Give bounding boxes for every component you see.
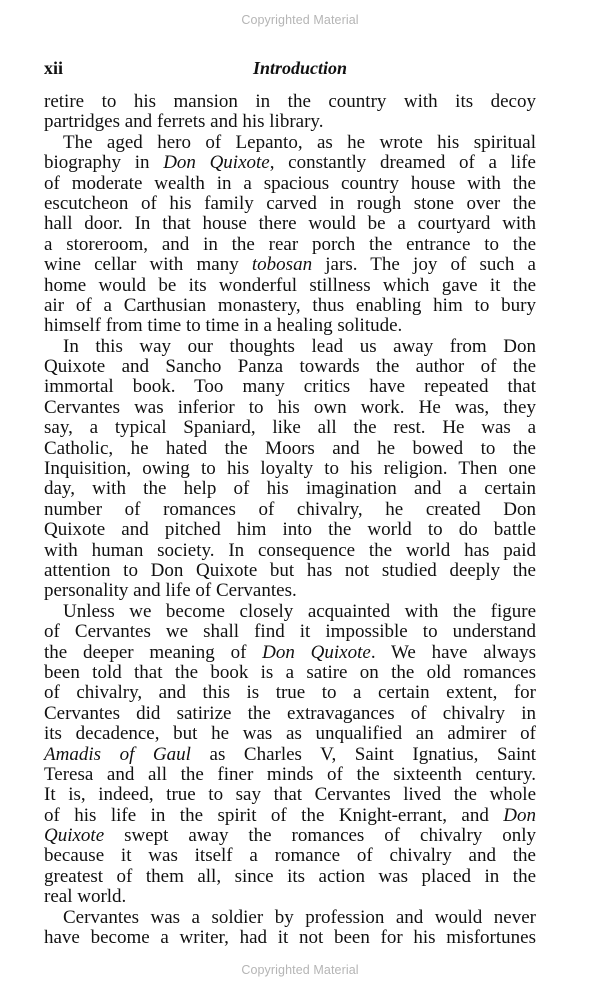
text-line bbox=[44, 133, 536, 153]
copyright-watermark-bottom: Copyrighted Material bbox=[241, 963, 359, 977]
text-segment: Quixote and pitched him into the world to do battle bbox=[44, 519, 536, 541]
text-segment: The aged hero of Lepanto, as he wrote his spiritual bbox=[63, 131, 536, 153]
text-line bbox=[44, 928, 536, 948]
text-segment: of Cervantes we shall find it impossible to understand bbox=[44, 621, 536, 643]
text-line bbox=[44, 398, 536, 418]
text-segment: with human society. In consequence the world has paid bbox=[44, 539, 536, 561]
text-segment: Cervantes was inferior to his own work. He was, they bbox=[44, 396, 536, 418]
running-head-title: Introduction bbox=[252, 58, 348, 78]
text-segment: real world. bbox=[44, 886, 127, 908]
text-segment: home would be its wonderful stillness which gave it the bbox=[44, 274, 536, 296]
text-line bbox=[44, 418, 536, 438]
text-segment: partridges and ferrets and his library. bbox=[44, 111, 324, 133]
italic-title: Quixote bbox=[44, 825, 105, 847]
text-segment: Cervantes was a soldier by profession and would never bbox=[63, 906, 536, 928]
text-segment: attention to Don Quixote but has not studied deeply the bbox=[44, 559, 536, 581]
text-segment: retire to his mansion in the country with its decoy bbox=[44, 91, 536, 112]
text-line bbox=[44, 479, 536, 499]
text-line bbox=[44, 846, 536, 866]
text-segment: . We have always bbox=[370, 641, 536, 663]
italic-title: Don Quixote bbox=[163, 152, 270, 174]
text-line bbox=[44, 724, 536, 744]
text-segment: personality and life of Cervantes. bbox=[44, 580, 297, 602]
italic-title: Don Quixote bbox=[262, 641, 371, 663]
text-line bbox=[44, 908, 536, 928]
text-segment: It is, indeed, true to say that Cervantes lived the whole bbox=[44, 784, 536, 806]
text-line bbox=[44, 643, 536, 663]
text-segment: greatest of them all, since its action was placed in the bbox=[44, 865, 536, 887]
text-segment: biography in bbox=[44, 152, 164, 174]
text-segment: Quixote and Sancho Panza towards the author of the bbox=[44, 356, 536, 378]
text-line bbox=[44, 520, 536, 540]
text-line bbox=[44, 622, 536, 642]
text-segment: air of a Carthusian monastery, thus enabling him to bury bbox=[44, 294, 536, 316]
text-segment: In this way our thoughts lead us away from Don bbox=[63, 335, 536, 357]
text-line bbox=[44, 214, 536, 234]
text-line bbox=[44, 887, 536, 907]
text-segment: day, with the help of his imagination and a certain bbox=[44, 478, 536, 500]
italic-title: Amadis of Gaul bbox=[44, 743, 191, 765]
text-segment: number of romances of chivalry, he created Don bbox=[44, 498, 536, 520]
text-line bbox=[44, 174, 536, 194]
text-line bbox=[44, 806, 536, 826]
text-line bbox=[44, 337, 536, 357]
text-segment: Unless we become closely acquainted with the figure bbox=[63, 600, 536, 622]
text-segment: jars. The joy of such a bbox=[312, 254, 536, 276]
text-segment: a storeroom, and in the rear porch the entrance to the bbox=[44, 233, 536, 255]
text-line bbox=[44, 316, 536, 336]
text-line bbox=[44, 867, 536, 887]
text-segment: , constantly dreamed of a life bbox=[269, 152, 536, 174]
text-line bbox=[44, 153, 536, 173]
text-line bbox=[44, 500, 536, 520]
text-line bbox=[44, 663, 536, 683]
text-segment: of chivalry, and this is true to a certain extent, for bbox=[44, 682, 536, 704]
text-line bbox=[44, 377, 536, 397]
text-line bbox=[44, 357, 536, 377]
text-line bbox=[44, 745, 536, 765]
text-segment: been told that the book is a satire on the old romances bbox=[44, 661, 536, 683]
text-segment: Inquisition, owing to his loyalty to his religion. Then one bbox=[44, 458, 536, 480]
text-segment: Teresa and all the finer minds of the sixteenth century. bbox=[44, 763, 536, 785]
text-segment: himself from time to time in a healing solitude. bbox=[44, 315, 403, 337]
text-segment: its decadence, but he was as unqualified an admirer of bbox=[44, 723, 536, 745]
text-segment: as Charles V, Saint Ignatius, Saint bbox=[190, 743, 537, 765]
text-line bbox=[44, 194, 536, 214]
text-segment: immortal book. Too many critics have repeated that bbox=[44, 376, 536, 398]
text-segment: the deeper meaning of bbox=[44, 641, 263, 663]
text-segment: wine cellar with many bbox=[44, 254, 252, 276]
text-line bbox=[44, 683, 536, 703]
text-segment: Cervantes did satirize the extravagances of chivalry in bbox=[44, 702, 536, 724]
italic-title: Don bbox=[503, 804, 536, 826]
text-line bbox=[44, 541, 536, 561]
text-segment: hall door. In that house there would be a courtyard with bbox=[44, 213, 536, 235]
text-line bbox=[44, 255, 536, 275]
text-segment: say, a typical Spaniard, like all the rest. He was a bbox=[44, 417, 536, 439]
text-line bbox=[44, 826, 536, 846]
text-line bbox=[44, 561, 536, 581]
text-line bbox=[44, 92, 536, 112]
text-segment: of moderate wealth in a spacious country house with the bbox=[44, 172, 536, 194]
body-text bbox=[44, 92, 536, 948]
text-line bbox=[44, 765, 536, 785]
text-line bbox=[44, 581, 536, 601]
text-line bbox=[44, 704, 536, 724]
text-segment: Catholic, he hated the Moors and he bowed to the bbox=[44, 437, 536, 459]
text-segment: escutcheon of his family carved in rough stone over the bbox=[44, 192, 536, 214]
text-line bbox=[44, 785, 536, 805]
text-line bbox=[44, 439, 536, 459]
italic-title: tobosan bbox=[251, 254, 313, 276]
text-line bbox=[44, 112, 536, 132]
text-line bbox=[44, 235, 536, 255]
text-segment: of his life in the spirit of the Knight-errant, and bbox=[44, 804, 504, 826]
text-segment: because it was itself a romance of chivalry and the bbox=[44, 845, 536, 867]
text-segment: swept away the romances of chivalry only bbox=[104, 825, 536, 847]
text-line bbox=[44, 276, 536, 296]
copyright-watermark-top: Copyrighted Material bbox=[241, 13, 359, 27]
text-line bbox=[44, 459, 536, 479]
text-segment: have become a writer, had it not been for his misfortunes bbox=[44, 927, 536, 949]
text-line bbox=[44, 296, 536, 316]
text-line bbox=[44, 602, 536, 622]
page-number: xii bbox=[44, 58, 64, 78]
